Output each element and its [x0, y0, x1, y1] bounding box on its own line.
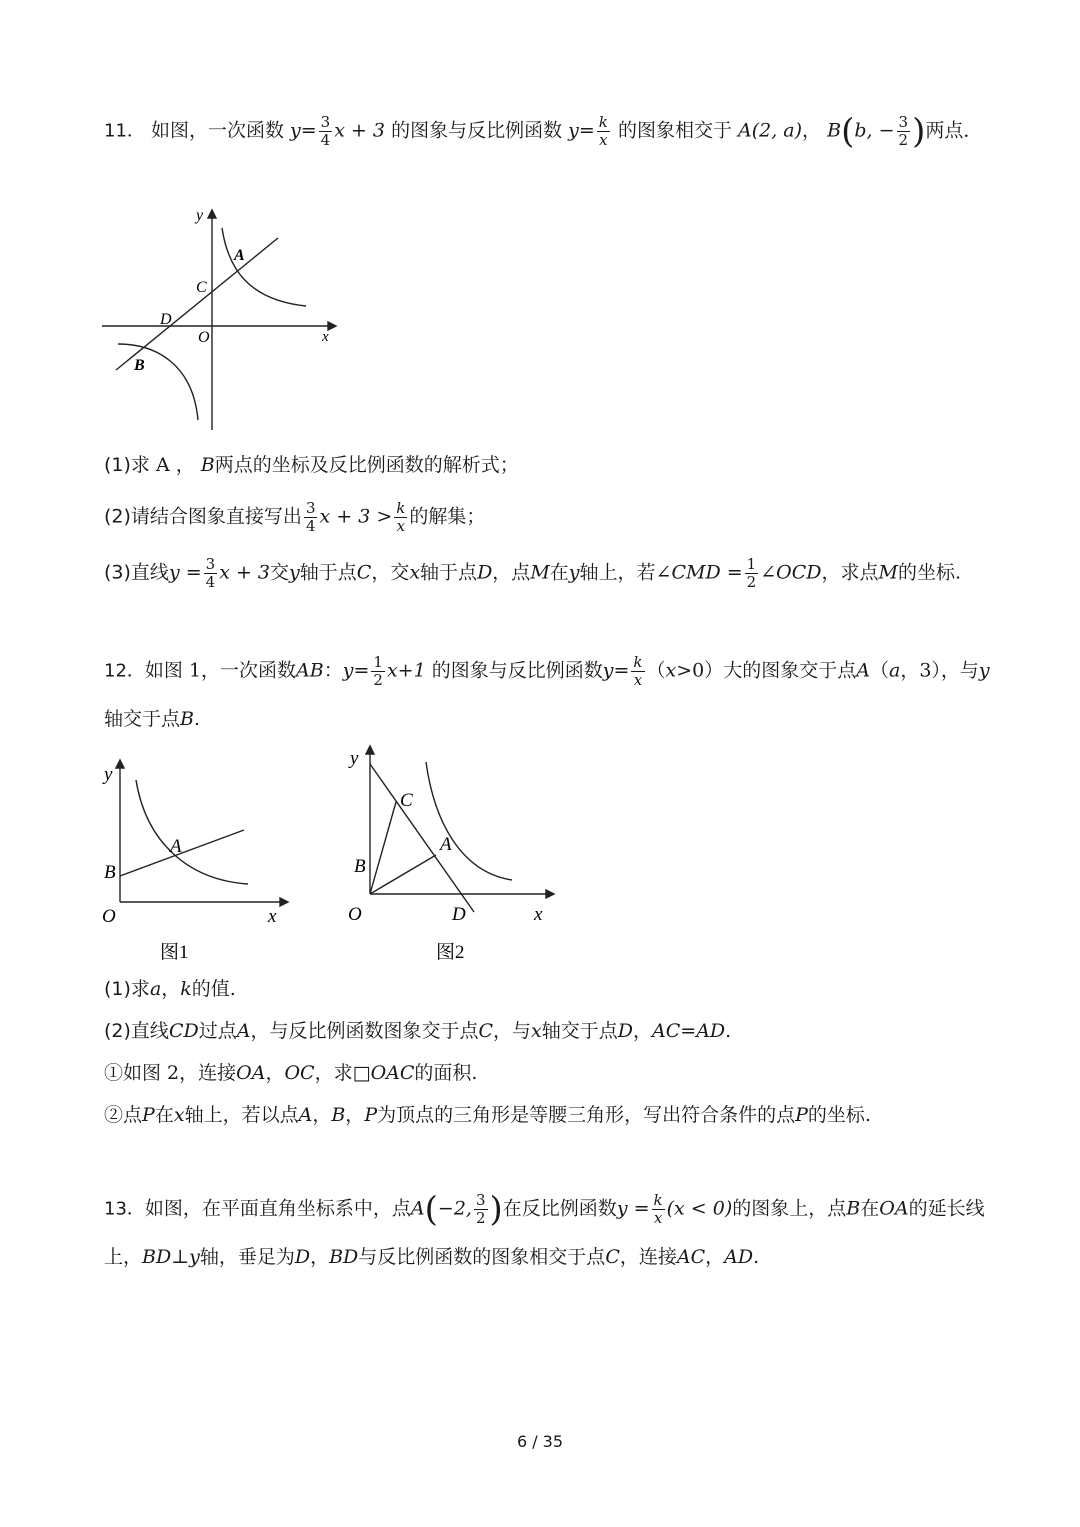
label-c: C: [400, 790, 413, 811]
label-b: B: [354, 856, 366, 877]
q11-figure: [98, 198, 348, 438]
fraction: $\frac{1}{2}$: [746, 555, 757, 591]
label-b: B: [104, 862, 116, 883]
fraction: $\frac{3}{4}$: [320, 113, 331, 149]
axis-label-x: x: [322, 329, 329, 345]
label-d: D: [160, 311, 172, 328]
question-number: 11．: [104, 120, 145, 142]
label-o: O: [198, 329, 210, 346]
q13-statement-cont: 上，BD⊥y轴，垂足为D，BD与反比例函数的图象相交于点C，连接AC，AD.: [104, 1246, 760, 1268]
figure-caption: 图1: [160, 942, 189, 963]
q12-sub2: ②点P在x轴上，若以点A，B，P为顶点的三角形是等腰三角形，写出符合条件的点P的坐标.: [104, 1104, 871, 1126]
label-d: D: [452, 904, 466, 925]
figure-caption: 图2: [436, 942, 465, 963]
fraction: $\frac{k}{x}$: [633, 653, 643, 689]
q12-statement-cont: 轴交于点B.: [104, 708, 201, 730]
axis-label-x: x: [534, 904, 543, 925]
fraction: $\frac{k}{x}$: [598, 113, 608, 149]
fraction: $\frac{3}{2}$: [898, 113, 909, 149]
label-b: B: [134, 357, 145, 374]
question-number: 12．: [104, 660, 145, 682]
q11-part3: (3)直线y = $\frac{3}{4}$ x + 3交y轴于点C，交x轴于点D，点M在y轴上，若∠CMD = $\frac{1}{2}$ ∠OCD，求点M的坐标.: [104, 555, 962, 591]
q12-sub1: ①如图 2，连接OA，OC，求□OAC的面积.: [104, 1062, 478, 1084]
fraction: $\frac{3}{4}$: [305, 499, 316, 535]
q12-figure-2: [340, 740, 570, 972]
question-number: 13．: [104, 1198, 145, 1220]
q11-part2: (2)请结合图象直接写出 $\frac{3}{4}$ x + 3 > $\frac{k}{x}$ 的解集；: [104, 499, 486, 535]
fraction: $\frac{3}{2}$: [475, 1191, 486, 1227]
page-number: 6 / 35: [516, 1432, 564, 1451]
q12-statement: 12．如图 1，一次函数AB：y= $\frac{1}{2}$ x+1 的图象与反比例函数y= $\frac{k}{x}$ （x>0）大的图象交于点A（a，3），与y: [104, 653, 990, 689]
label-a: A: [440, 834, 452, 855]
point-a: A(2, a): [738, 119, 803, 142]
axis-label-x: x: [268, 906, 277, 927]
label-c: C: [196, 279, 207, 296]
fraction: $\frac{1}{2}$: [373, 653, 383, 689]
axis-label-y: y: [350, 748, 359, 769]
q12-part2: (2)直线CD过点A，与反比例函数图象交于点C，与x轴交于点D，AC=AD.: [104, 1020, 732, 1042]
q12-part1: (1)求a，k的值.: [104, 978, 236, 1000]
label-a: A: [170, 836, 182, 857]
axis-label-y: y: [196, 207, 204, 224]
fraction: $\frac{k}{x}$: [396, 499, 406, 535]
label-o: O: [348, 904, 362, 925]
q11-part1: (1)求 A ， B两点的坐标及反比例函数的解析式；: [104, 454, 519, 476]
axis-label-y: y: [104, 764, 113, 785]
label-a: A: [234, 247, 245, 264]
fraction: $\frac{3}{4}$: [205, 555, 216, 591]
label-o: O: [102, 906, 116, 927]
fraction: $\frac{k}{x}$: [653, 1191, 663, 1227]
q12-figure-1: [98, 752, 298, 972]
q11-statement: 11． 如图，一次函数 y= $\frac{3}{4}$ x + 3 的图象与反比例函数 y= $\frac{k}{x}$ 的图象相交于 A(2, a)， B(b, − $\frac{3}{2}$ )两点．: [104, 111, 983, 152]
q13-statement: 13．如图，在平面直角坐标系中，点A(−2, $\frac{3}{2}$ )在反比例函数y = $\frac{k}{x}$ (x < 0)的图象上，点B在OA的延长线: [104, 1189, 985, 1230]
